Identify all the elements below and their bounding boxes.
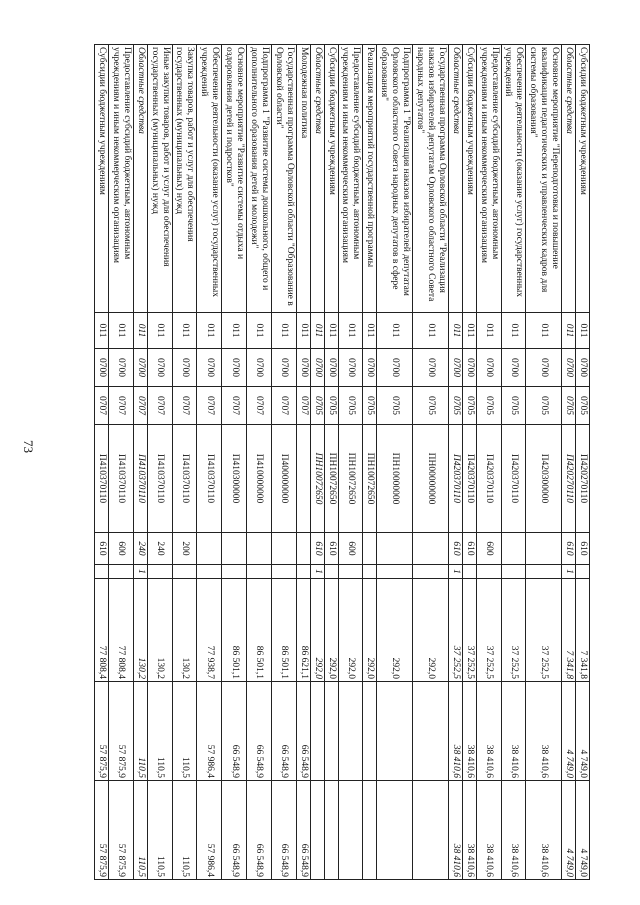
target-article-cell: ПН00000000: [413, 425, 449, 533]
subsection-code-cell: 0707: [147, 387, 172, 425]
ministry-code-cell: 011: [501, 313, 526, 349]
expense-type-cell: 240: [133, 533, 147, 565]
subsection-code-cell: 0707: [271, 387, 296, 425]
table-row: [147, 45, 172, 880]
amount-2020-cell: [413, 682, 449, 781]
table-row: [247, 45, 272, 880]
ministry-code-cell: 011: [197, 313, 222, 349]
amount-2021-cell: 38 410,6: [448, 781, 462, 880]
expense-type-cell: [501, 533, 526, 565]
amount-2019-cell: 77 808,4: [108, 579, 133, 682]
expense-type-cell: 600: [108, 533, 133, 565]
row-name-cell: Областные средства: [133, 45, 147, 313]
subsection-code-cell: 0705: [363, 387, 377, 425]
target-article-cell: П420370110: [448, 425, 462, 533]
target-article-cell: ПН10000000: [377, 425, 413, 533]
ministry-code-cell: 011: [310, 313, 324, 349]
row-name-cell: Предоставление субсидий бюджетным, автономным учреждениям и иным некоммерческим организациям: [338, 45, 363, 313]
table-row: [476, 45, 501, 880]
subsection-code-cell: 0707: [95, 387, 109, 425]
funding-flag-cell: 1: [310, 565, 324, 579]
expense-type-cell: [197, 533, 222, 565]
amount-2021-cell: 38 410,6: [476, 781, 501, 880]
subsection-code-cell: 0705: [448, 387, 462, 425]
table-row: [377, 45, 413, 880]
funding-flag-cell: [247, 565, 272, 579]
row-name-cell: Основное мероприятие "Переподготовка и повышение квалификации педагогических и управленческих кадров для системы образования": [526, 45, 562, 313]
row-name-cell: Молодежная политика: [296, 45, 310, 313]
amount-2021-cell: 110,5: [147, 781, 172, 880]
amount-2020-cell: [377, 682, 413, 781]
funding-flag-cell: [413, 565, 449, 579]
section-code-cell: 0700: [271, 349, 296, 387]
amount-2020-cell: 66 548,9: [222, 682, 247, 781]
amount-2020-cell: 110,5: [172, 682, 197, 781]
row-name-cell: Субсидии бюджетным учреждениям: [324, 45, 338, 313]
subsection-code-cell: 0707: [172, 387, 197, 425]
amount-2020-cell: 110,5: [147, 682, 172, 781]
target-article-cell: П420370110: [501, 425, 526, 533]
target-article-cell: П400000000: [271, 425, 296, 533]
table-row: [526, 45, 562, 880]
section-code-cell: 0700: [310, 349, 324, 387]
section-code-cell: 0700: [448, 349, 462, 387]
amount-2020-cell: 110,5: [133, 682, 147, 781]
subsection-code-cell: 0707: [108, 387, 133, 425]
table-row: [172, 45, 197, 880]
target-article-cell: ПН10072650: [310, 425, 324, 533]
row-name-cell: Государственная программа Орловской области "Образование в Орловской области": [271, 45, 296, 313]
target-article-cell: П410000000: [247, 425, 272, 533]
table-row: [133, 45, 147, 880]
budget-table-container: [94, 44, 590, 879]
amount-2019-cell: 292,0: [377, 579, 413, 682]
row-name-cell: Обеспечение деятельности (оказание услуг) государственных учреждений: [197, 45, 222, 313]
target-article-cell: П410300000: [222, 425, 247, 533]
target-article-cell: П420300000: [526, 425, 562, 533]
row-name-cell: Реализация мероприятий государственной программы: [363, 45, 377, 313]
expense-type-cell: 610: [576, 533, 590, 565]
ministry-code-cell: 011: [338, 313, 363, 349]
amount-2020-cell: 66 548,9: [271, 682, 296, 781]
funding-flag-cell: [296, 565, 310, 579]
funding-flag-cell: [95, 565, 109, 579]
funding-flag-cell: [526, 565, 562, 579]
ministry-code-cell: 011: [247, 313, 272, 349]
budget-table-body: [95, 45, 590, 880]
expense-type-cell: 240: [147, 533, 172, 565]
amount-2019-cell: 7 341,8: [562, 579, 576, 682]
amount-2020-cell: 38 410,6: [448, 682, 462, 781]
expense-type-cell: 610: [95, 533, 109, 565]
section-code-cell: 0700: [576, 349, 590, 387]
row-name-cell: Субсидии бюджетным учреждениям: [95, 45, 109, 313]
amount-2021-cell: 66 548,9: [222, 781, 247, 880]
amount-2019-cell: 292,0: [310, 579, 324, 682]
funding-flag-cell: [377, 565, 413, 579]
ministry-code-cell: 011: [448, 313, 462, 349]
subsection-code-cell: 0705: [413, 387, 449, 425]
subsection-code-cell: 0707: [222, 387, 247, 425]
amount-2019-cell: 292,0: [338, 579, 363, 682]
amount-2021-cell: [363, 781, 377, 880]
funding-flag-cell: [172, 565, 197, 579]
amount-2020-cell: 4 749,0: [576, 682, 590, 781]
row-name-cell: Областные средства: [562, 45, 576, 313]
expense-type-cell: 610: [448, 533, 462, 565]
amount-2019-cell: 86 501,1: [222, 579, 247, 682]
amount-2021-cell: 57 986,4: [197, 781, 222, 880]
amount-2019-cell: 86 501,1: [247, 579, 272, 682]
row-name-cell: Областные средства: [448, 45, 462, 313]
funding-flag-cell: [324, 565, 338, 579]
table-row: [108, 45, 133, 880]
amount-2020-cell: 66 548,9: [247, 682, 272, 781]
amount-2021-cell: 66 548,9: [247, 781, 272, 880]
subsection-code-cell: 0705: [526, 387, 562, 425]
expense-type-cell: [413, 533, 449, 565]
section-code-cell: 0700: [462, 349, 476, 387]
subsection-code-cell: 0705: [562, 387, 576, 425]
amount-2021-cell: [338, 781, 363, 880]
ministry-code-cell: 011: [476, 313, 501, 349]
target-article-cell: ПН10072650: [338, 425, 363, 533]
section-code-cell: 0700: [377, 349, 413, 387]
funding-flag-cell: 1: [562, 565, 576, 579]
row-name-cell: Подпрограмма 1 "Развитие системы дошкольного, общего и дополнительного образования детей и молодежи": [247, 45, 272, 313]
amount-2021-cell: 57 875,9: [95, 781, 109, 880]
amount-2020-cell: [363, 682, 377, 781]
expense-type-cell: [222, 533, 247, 565]
target-article-cell: П420270110: [562, 425, 576, 533]
amount-2021-cell: 66 548,9: [271, 781, 296, 880]
amount-2019-cell: 37 252,5: [448, 579, 462, 682]
row-name-cell: Субсидии бюджетным учреждениям: [576, 45, 590, 313]
amount-2021-cell: 110,5: [133, 781, 147, 880]
section-code-cell: 0700: [247, 349, 272, 387]
ministry-code-cell: 011: [296, 313, 310, 349]
target-article-cell: ПН10072650: [324, 425, 338, 533]
section-code-cell: 0700: [413, 349, 449, 387]
amount-2020-cell: 57 875,9: [95, 682, 109, 781]
funding-flag-cell: 1: [133, 565, 147, 579]
expense-type-cell: 200: [172, 533, 197, 565]
target-article-cell: П410370110: [133, 425, 147, 533]
ministry-code-cell: 011: [576, 313, 590, 349]
target-article-cell: [296, 425, 310, 533]
row-name-cell: Субсидии бюджетным учреждениям: [462, 45, 476, 313]
amount-2020-cell: 4 749,0: [562, 682, 576, 781]
funding-flag-cell: [222, 565, 247, 579]
section-code-cell: 0700: [363, 349, 377, 387]
table-row: [271, 45, 296, 880]
table-row: [363, 45, 377, 880]
table-row: [462, 45, 476, 880]
section-code-cell: 0700: [108, 349, 133, 387]
section-code-cell: 0700: [476, 349, 501, 387]
section-code-cell: 0700: [147, 349, 172, 387]
target-article-cell: П410370110: [95, 425, 109, 533]
subsection-code-cell: 0705: [501, 387, 526, 425]
table-row: [296, 45, 310, 880]
amount-2021-cell: 4 749,0: [562, 781, 576, 880]
ministry-code-cell: 011: [377, 313, 413, 349]
section-code-cell: 0700: [324, 349, 338, 387]
row-name-cell: Государственная программа Орловской области "Реализация наказов избирателей депутатам Орловского областного Совета народных депутатов": [413, 45, 449, 313]
budget-table: [94, 44, 590, 880]
ministry-code-cell: 011: [462, 313, 476, 349]
ministry-code-cell: 011: [172, 313, 197, 349]
funding-flag-cell: [501, 565, 526, 579]
amount-2021-cell: [413, 781, 449, 880]
ministry-code-cell: 011: [363, 313, 377, 349]
expense-type-cell: [296, 533, 310, 565]
target-article-cell: П410370110: [197, 425, 222, 533]
funding-flag-cell: [108, 565, 133, 579]
subsection-code-cell: 0705: [462, 387, 476, 425]
amount-2019-cell: 37 252,5: [501, 579, 526, 682]
ministry-code-cell: 011: [526, 313, 562, 349]
table-row: [222, 45, 247, 880]
section-code-cell: 0700: [296, 349, 310, 387]
target-article-cell: ПН10072650: [363, 425, 377, 533]
amount-2019-cell: 77 808,4: [95, 579, 109, 682]
section-code-cell: 0700: [526, 349, 562, 387]
funding-flag-cell: [462, 565, 476, 579]
target-article-cell: П410370110: [108, 425, 133, 533]
amount-2021-cell: [377, 781, 413, 880]
expense-type-cell: 610: [562, 533, 576, 565]
amount-2020-cell: [338, 682, 363, 781]
subsection-code-cell: 0707: [133, 387, 147, 425]
amount-2019-cell: 86 501,1: [271, 579, 296, 682]
table-row: [95, 45, 109, 880]
section-code-cell: 0700: [197, 349, 222, 387]
amount-2019-cell: 292,0: [324, 579, 338, 682]
amount-2020-cell: 38 410,6: [501, 682, 526, 781]
expense-type-cell: 610: [324, 533, 338, 565]
subsection-code-cell: 0705: [377, 387, 413, 425]
table-row: [310, 45, 324, 880]
section-code-cell: 0700: [501, 349, 526, 387]
target-article-cell: П420370110: [476, 425, 501, 533]
amount-2020-cell: 38 410,6: [476, 682, 501, 781]
row-name-cell: Обеспечение деятельности (оказание услуг) государственных учреждений: [501, 45, 526, 313]
section-code-cell: 0700: [338, 349, 363, 387]
subsection-code-cell: 0707: [247, 387, 272, 425]
amount-2019-cell: 86 621,1: [296, 579, 310, 682]
target-article-cell: П420370110: [462, 425, 476, 533]
amount-2020-cell: [310, 682, 324, 781]
amount-2019-cell: 130,2: [147, 579, 172, 682]
section-code-cell: 0700: [133, 349, 147, 387]
target-article-cell: П420270110: [576, 425, 590, 533]
ministry-code-cell: 011: [413, 313, 449, 349]
table-row: [448, 45, 462, 880]
amount-2021-cell: 57 875,9: [108, 781, 133, 880]
section-code-cell: 0700: [95, 349, 109, 387]
page-number: 73: [21, 440, 36, 453]
amount-2019-cell: 37 252,5: [462, 579, 476, 682]
section-code-cell: 0700: [222, 349, 247, 387]
ministry-code-cell: 011: [324, 313, 338, 349]
funding-flag-cell: [363, 565, 377, 579]
table-row: [197, 45, 222, 880]
expense-type-cell: [377, 533, 413, 565]
amount-2021-cell: 38 410,6: [501, 781, 526, 880]
amount-2019-cell: 130,2: [133, 579, 147, 682]
table-row: [562, 45, 576, 880]
subsection-code-cell: 0705: [324, 387, 338, 425]
expense-type-cell: 610: [462, 533, 476, 565]
amount-2020-cell: 38 410,6: [526, 682, 562, 781]
row-name-cell: Предоставление субсидий бюджетным, автономным учреждениям и иным некоммерческим организациям: [476, 45, 501, 313]
expense-type-cell: 600: [476, 533, 501, 565]
amount-2021-cell: 38 410,6: [526, 781, 562, 880]
amount-2021-cell: [310, 781, 324, 880]
amount-2019-cell: 37 252,5: [526, 579, 562, 682]
expense-type-cell: 610: [310, 533, 324, 565]
funding-flag-cell: [476, 565, 501, 579]
amount-2019-cell: 292,0: [413, 579, 449, 682]
subsection-code-cell: 0707: [197, 387, 222, 425]
table-row: [338, 45, 363, 880]
amount-2021-cell: [324, 781, 338, 880]
target-article-cell: П410370110: [147, 425, 172, 533]
amount-2019-cell: 292,0: [363, 579, 377, 682]
ministry-code-cell: 011: [108, 313, 133, 349]
amount-2021-cell: 110,5: [172, 781, 197, 880]
funding-flag-cell: [338, 565, 363, 579]
funding-flag-cell: [576, 565, 590, 579]
subsection-code-cell: 0705: [576, 387, 590, 425]
amount-2019-cell: 130,2: [172, 579, 197, 682]
subsection-code-cell: 0705: [310, 387, 324, 425]
row-name-cell: Закупка товаров, работ и услуг для обеспечения государственных (муниципальных) нужд: [172, 45, 197, 313]
subsection-code-cell: 0707: [296, 387, 310, 425]
amount-2021-cell: 38 410,6: [462, 781, 476, 880]
amount-2020-cell: 57 986,4: [197, 682, 222, 781]
amount-2021-cell: 4 749,0: [576, 781, 590, 880]
target-article-cell: П410370110: [172, 425, 197, 533]
expense-type-cell: [247, 533, 272, 565]
row-name-cell: Предоставление субсидий бюджетным, автономным учреждениям и иным некоммерческим организациям: [108, 45, 133, 313]
amount-2020-cell: 38 410,6: [462, 682, 476, 781]
amount-2019-cell: 77 938,7: [197, 579, 222, 682]
ministry-code-cell: 011: [95, 313, 109, 349]
amount-2020-cell: 66 548,9: [296, 682, 310, 781]
row-name-cell: Иные закупки товаров, работ и услуг для обеспечения государственных (муниципальных) нужд: [147, 45, 172, 313]
expense-type-cell: 600: [338, 533, 363, 565]
section-code-cell: 0700: [172, 349, 197, 387]
row-name-cell: Основное мероприятие "Развитие системы отдыха и оздоровления детей и подростков": [222, 45, 247, 313]
ministry-code-cell: 011: [133, 313, 147, 349]
table-row: [501, 45, 526, 880]
amount-2020-cell: [324, 682, 338, 781]
funding-flag-cell: 1: [448, 565, 462, 579]
funding-flag-cell: [197, 565, 222, 579]
ministry-code-cell: 011: [222, 313, 247, 349]
ministry-code-cell: 011: [271, 313, 296, 349]
expense-type-cell: [271, 533, 296, 565]
funding-flag-cell: [147, 565, 172, 579]
funding-flag-cell: [271, 565, 296, 579]
ministry-code-cell: 011: [562, 313, 576, 349]
row-name-cell: Областные средства: [310, 45, 324, 313]
subsection-code-cell: 0705: [476, 387, 501, 425]
row-name-cell: Подпрограмма 1 "Реализация наказов избирателей депутатам Орловского областного Совета народных депутатов в сфере образования": [377, 45, 413, 313]
amount-2019-cell: 7 341,8: [576, 579, 590, 682]
table-row: [324, 45, 338, 880]
amount-2021-cell: 66 548,9: [296, 781, 310, 880]
table-row: [576, 45, 590, 880]
amount-2020-cell: 57 875,9: [108, 682, 133, 781]
subsection-code-cell: 0705: [338, 387, 363, 425]
ministry-code-cell: 011: [147, 313, 172, 349]
section-code-cell: 0700: [562, 349, 576, 387]
amount-2019-cell: 37 252,5: [476, 579, 501, 682]
table-row: [413, 45, 449, 880]
expense-type-cell: [363, 533, 377, 565]
expense-type-cell: [526, 533, 562, 565]
